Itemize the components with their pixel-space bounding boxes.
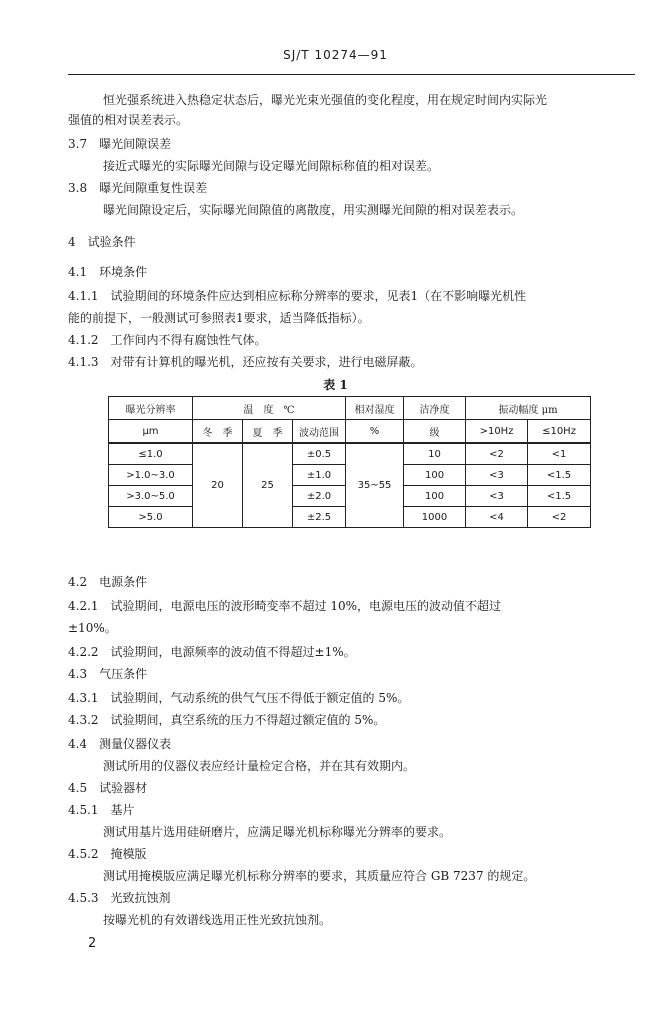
paragraph-intro-line1: 恒光强系统进入热稳定状态后，曝光光束光强值的变化程度，用在规定时间内实际光	[103, 93, 548, 107]
section-4-3-2: 4.3.2 试验期间，真空系统的压力不得超过额定值的 5%。	[68, 713, 386, 727]
cell-vibration-high: <2	[466, 443, 528, 465]
section-3-7-title: 3.7 曝光间隙误差	[68, 137, 172, 151]
page-number: 2	[88, 936, 97, 951]
cell-vibration-low: <2	[528, 507, 591, 528]
header-vibration: 振动幅度 μm	[466, 397, 591, 420]
section-4-1-2: 4.1.2 工作间内不得有腐蚀性气体。	[68, 333, 267, 347]
section-3-8-body: 曝光间隙设定后，实际曝光间隙值的离散度，用实测曝光间隙的相对误差表示。	[103, 203, 524, 217]
cell-vibration-low: <1	[528, 443, 591, 465]
standard-code-header: SJ/T 10274—91	[283, 48, 388, 62]
section-4-5-2-body: 测试用掩模版应满足曝光机标称分辨率的要求，其质量应符合 GB 7237 的规定。	[103, 869, 536, 883]
cell-vibration-high: <4	[466, 507, 528, 528]
header-cleanliness-unit: 级	[404, 420, 466, 444]
environment-conditions-table	[108, 396, 591, 528]
table-1-title: 表 1	[323, 378, 348, 392]
cell-resolution: >3.0~5.0	[109, 486, 193, 507]
cell-summer: 25	[243, 443, 293, 528]
section-4-1-1-line2: 能的前提下，一般测试可参照表1要求，适当降低指标）。	[68, 311, 370, 325]
header-winter: 冬 季	[193, 420, 243, 444]
section-4-2-title: 4.2 电源条件	[68, 575, 148, 589]
cell-fluctuation: ±2.5	[293, 507, 346, 528]
header-fluctuation: 波动范围	[293, 420, 346, 444]
cell-vibration-low: <1.5	[528, 486, 591, 507]
section-4-3-1: 4.3.1 试验期间，气动系统的供气气压不得低于额定值的 5%。	[68, 691, 410, 705]
header-summer: 夏 季	[243, 420, 293, 444]
section-4-5-1-title: 4.5.1 基片	[68, 803, 135, 817]
header-cleanliness: 洁净度	[404, 397, 466, 420]
header-vibration-low: ≤10Hz	[528, 420, 591, 444]
cell-winter: 20	[193, 443, 243, 528]
section-4-2-2: 4.2.2 试验期间，电源频率的波动值不得超过±1%。	[68, 645, 356, 659]
header-vibration-high: >10Hz	[466, 420, 528, 444]
section-3-8-title: 3.8 曝光间隙重复性误差	[68, 181, 208, 195]
section-4-2-1-line2: ±10%。	[68, 621, 117, 635]
cell-vibration-low: <1.5	[528, 465, 591, 486]
header-humidity-unit: %	[346, 420, 404, 444]
section-4-2-1-line1: 4.2.1 试验期间，电源电压的波形畸变率不超过 10%，电源电压的波动值不超过	[68, 599, 502, 613]
header-temperature: 温 度 ℃	[193, 397, 346, 420]
section-4-1-3: 4.1.3 对带有计算机的曝光机，还应按有关要求，进行电磁屏蔽。	[68, 355, 423, 369]
paragraph-intro-line2: 强值的相对误差表示。	[68, 113, 189, 127]
section-4-title: 4 试验条件	[68, 235, 136, 249]
section-3-7-body: 接近式曝光的实际曝光间隙与设定曝光间隙标称值的相对误差。	[103, 159, 440, 173]
section-4-5-1-body: 测试用基片选用硅研磨片，应满足曝光机标称曝光分辨率的要求。	[103, 825, 452, 839]
cell-cleanliness: 10	[404, 443, 466, 465]
header-resolution: 曝光分辨率	[109, 397, 193, 420]
section-4-5-2-title: 4.5.2 掩模版	[68, 847, 147, 861]
header-humidity: 相对湿度	[346, 397, 404, 420]
cell-vibration-high: <3	[466, 486, 528, 507]
cell-fluctuation: ±0.5	[293, 443, 346, 465]
cell-cleanliness: 100	[404, 486, 466, 507]
cell-fluctuation: ±2.0	[293, 486, 346, 507]
section-4-1-title: 4.1 环境条件	[68, 265, 148, 279]
cell-cleanliness: 100	[404, 465, 466, 486]
section-4-5-title: 4.5 试验器材	[68, 781, 148, 795]
cell-resolution: >5.0	[109, 507, 193, 528]
cell-resolution: ≤1.0	[109, 443, 193, 465]
section-4-1-1-line1: 4.1.1 试验期间的环境条件应达到相应标称分辨率的要求，见表1（在不影响曝光机性	[68, 289, 527, 303]
cell-resolution: >1.0~3.0	[109, 465, 193, 486]
header-rule	[68, 74, 635, 75]
header-resolution-unit: μm	[109, 420, 193, 444]
section-4-4-body: 测试所用的仪器仪表应经计量检定合格，并在其有效期内。	[103, 759, 416, 773]
section-4-5-3-title: 4.5.3 光致抗蚀剂	[68, 891, 171, 905]
section-4-5-3-body: 按曝光机的有效谱线选用正性光致抗蚀剂。	[103, 913, 332, 927]
section-4-3-title: 4.3 气压条件	[68, 667, 148, 681]
cell-fluctuation: ±1.0	[293, 465, 346, 486]
section-4-4-title: 4.4 测量仪器仪表	[68, 737, 172, 751]
cell-humidity: 35~55	[346, 443, 404, 528]
cell-vibration-high: <3	[466, 465, 528, 486]
cell-cleanliness: 1000	[404, 507, 466, 528]
table-row	[109, 443, 591, 465]
